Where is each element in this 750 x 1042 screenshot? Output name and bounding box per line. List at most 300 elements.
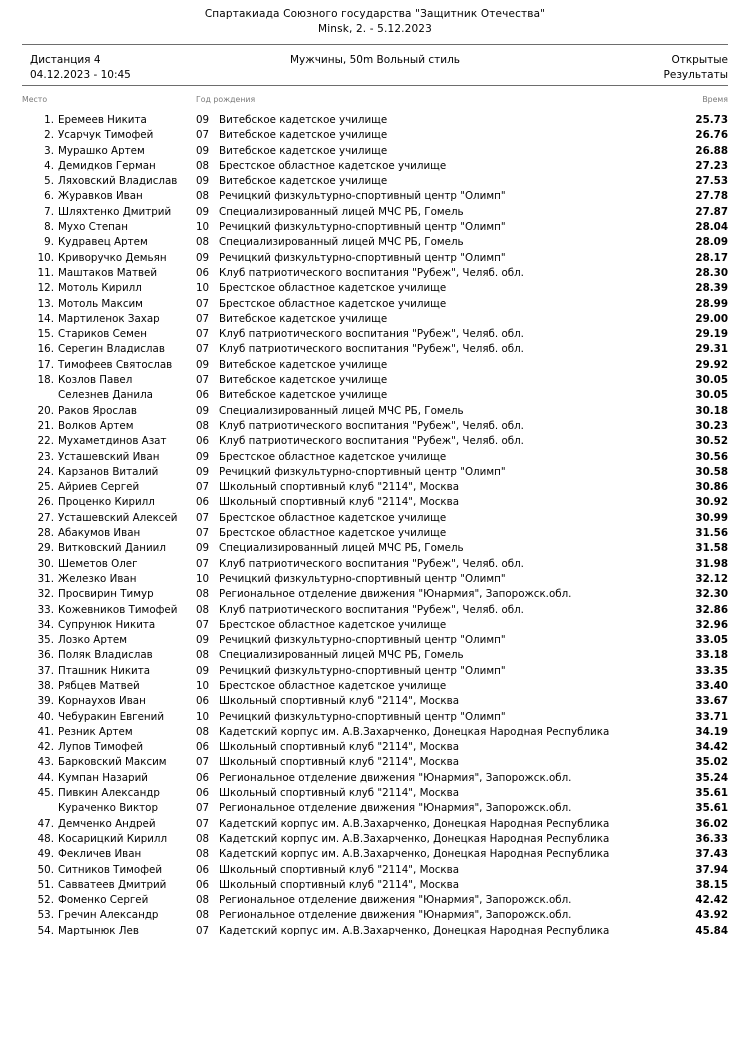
- result-club: Речицкий физкультурно-спортивный центр "Олимп": [219, 572, 506, 585]
- result-time: 28.09: [695, 236, 728, 249]
- result-time: 33.05: [695, 634, 728, 647]
- table-row: [22, 113, 728, 128]
- result-club: Школьный спортивный клуб "2114", Москва: [219, 863, 460, 876]
- result-club: Брестское областное кадетское училище: [219, 679, 447, 692]
- result-athlete-name: Волков Артем: [58, 419, 134, 432]
- result-birth-year: 09: [196, 542, 210, 555]
- result-club: Школьный спортивный клуб "2114", Москва: [219, 695, 460, 708]
- table-row: [22, 450, 728, 465]
- result-club: Школьный спортивный клуб "2114", Москва: [219, 496, 460, 509]
- result-athlete-name: Пташник Никита: [58, 664, 151, 677]
- result-time: 35.02: [695, 756, 728, 769]
- result-time: 32.86: [695, 603, 728, 616]
- result-rank: 6.: [44, 190, 54, 203]
- result-time: 27.53: [695, 175, 728, 188]
- result-time: 30.56: [695, 450, 728, 463]
- table-row: [22, 878, 728, 893]
- result-birth-year: 08: [196, 894, 210, 907]
- result-birth-year: 08: [196, 725, 210, 738]
- result-club: Витебское кадетское училище: [219, 358, 388, 371]
- column-header-year: Год рождения: [196, 95, 256, 104]
- result-athlete-name: Карзанов Виталий: [58, 465, 159, 478]
- result-rank: 25.: [37, 481, 54, 494]
- result-athlete-name: Резник Артем: [58, 725, 133, 738]
- result-athlete-name: Мотоль Кирилл: [58, 282, 142, 295]
- result-birth-year: 08: [196, 909, 210, 922]
- event-result-type: Результаты: [663, 68, 728, 81]
- result-birth-year: 06: [196, 741, 210, 754]
- result-birth-year: 06: [196, 266, 210, 279]
- result-birth-year: 07: [196, 297, 210, 310]
- result-club: Витебское кадетское училище: [219, 129, 388, 142]
- result-club: Витебское кадетское училище: [219, 389, 388, 402]
- document-title-block: [0, 0, 750, 37]
- result-rank: 17.: [37, 358, 54, 371]
- result-rank: 23.: [37, 450, 54, 463]
- table-row: [22, 924, 728, 939]
- result-birth-year: 10: [196, 572, 210, 585]
- result-club: Региональное отделение движения "Юнармия", Запорожск.обл.: [219, 802, 572, 815]
- result-time: 35.61: [695, 787, 728, 800]
- results-table: [22, 113, 728, 939]
- result-club: Специализированный лицей МЧС РБ, Гомель: [219, 205, 464, 218]
- result-club: Кадетский корпус им. А.В.Захарченко, Донецкая Народная Республика: [219, 924, 610, 937]
- result-athlete-name: Кумпан Назарий: [58, 771, 148, 784]
- result-birth-year: 07: [196, 312, 210, 325]
- result-time: 34.42: [695, 741, 728, 754]
- result-rank: 4.: [44, 159, 54, 172]
- result-birth-year: 08: [196, 603, 210, 616]
- result-club: Клуб патриотического воспитания "Рубеж", Челяб. обл.: [219, 266, 524, 279]
- table-row: [22, 557, 728, 572]
- result-club: Специализированный лицей МЧС РБ, Гомель: [219, 404, 464, 417]
- table-row: [22, 526, 728, 541]
- result-club: Речицкий физкультурно-спортивный центр "Олимп": [219, 190, 506, 203]
- table-row: [22, 893, 728, 908]
- result-rank: 9.: [44, 236, 54, 249]
- result-athlete-name: Мурашко Артем: [58, 144, 145, 157]
- result-club: Брестское областное кадетское училище: [219, 450, 447, 463]
- result-birth-year: 07: [196, 527, 210, 540]
- result-club: Брестское областное кадетское училище: [219, 618, 447, 631]
- result-birth-year: 09: [196, 144, 210, 157]
- result-club: Региональное отделение движения "Юнармия", Запорожск.обл.: [219, 909, 572, 922]
- result-athlete-name: Серегин Владислав: [58, 343, 165, 356]
- result-birth-year: 07: [196, 343, 210, 356]
- table-row: [22, 633, 728, 648]
- result-club: Клуб патриотического воспитания "Рубеж", Челяб. обл.: [219, 603, 524, 616]
- table-row: [22, 235, 728, 250]
- result-birth-year: 06: [196, 878, 210, 891]
- result-time: 33.71: [695, 710, 728, 723]
- result-athlete-name: Журавков Иван: [58, 190, 143, 203]
- result-rank: 50.: [37, 863, 54, 876]
- table-row: [22, 419, 728, 434]
- result-club: Кадетский корпус им. А.В.Захарченко, Донецкая Народная Республика: [219, 848, 610, 861]
- result-athlete-name: Шляхтенко Дмитрий: [58, 205, 172, 218]
- result-athlete-name: Усарчук Тимофей: [58, 129, 154, 142]
- result-athlete-name: Кожевников Тимофей: [58, 603, 178, 616]
- result-club: Клуб патриотического воспитания "Рубеж", Челяб. обл.: [219, 435, 524, 448]
- result-athlete-name: Ситников Тимофей: [58, 863, 163, 876]
- result-rank: 30.: [37, 557, 54, 570]
- result-athlete-name: Фоменко Сергей: [58, 894, 149, 907]
- result-birth-year: 09: [196, 634, 210, 647]
- table-row: [22, 388, 728, 403]
- table-row: [22, 603, 728, 618]
- table-row: [22, 648, 728, 663]
- result-club: Речицкий физкультурно-спортивный центр "Олимп": [219, 710, 506, 723]
- result-athlete-name: Мартынюк Лев: [58, 924, 139, 937]
- result-athlete-name: Кураченко Виктор: [58, 802, 159, 815]
- result-club: Школьный спортивный клуб "2114", Москва: [219, 481, 460, 494]
- result-rank: 28.: [37, 527, 54, 540]
- result-athlete-name: Рябцев Матвей: [58, 679, 140, 692]
- table-row: [22, 679, 728, 694]
- result-rank: 26.: [37, 496, 54, 509]
- result-birth-year: 07: [196, 924, 210, 937]
- result-rank: 40.: [37, 710, 54, 723]
- result-club: Витебское кадетское училище: [219, 175, 388, 188]
- result-birth-year: 06: [196, 863, 210, 876]
- table-row: [22, 755, 728, 770]
- event-right-block: [664, 53, 728, 82]
- result-club: Витебское кадетское училище: [219, 144, 388, 157]
- result-rank: 49.: [37, 848, 54, 861]
- result-time: 31.58: [695, 542, 728, 555]
- result-athlete-name: Усташевский Иван: [58, 450, 160, 463]
- result-time: 30.23: [695, 419, 728, 432]
- table-row: [22, 541, 728, 556]
- result-time: 30.05: [695, 389, 728, 402]
- result-rank: 41.: [37, 725, 54, 738]
- result-athlete-name: Савватеев Дмитрий: [58, 878, 167, 891]
- table-row: [22, 174, 728, 189]
- result-time: 36.33: [695, 832, 728, 845]
- result-birth-year: 07: [196, 557, 210, 570]
- result-athlete-name: Айриев Сергей: [58, 481, 140, 494]
- result-athlete-name: Корнаухов Иван: [58, 695, 146, 708]
- result-rank: 21.: [37, 419, 54, 432]
- event-datetime: 04.12.2023 - 10:45: [30, 68, 131, 81]
- result-time: 31.56: [695, 527, 728, 540]
- result-rank: 34.: [37, 618, 54, 631]
- table-row: [22, 740, 728, 755]
- table-row: [22, 342, 728, 357]
- result-athlete-name: Мотоль Максим: [58, 297, 143, 310]
- column-header-time: Время: [702, 95, 728, 104]
- result-athlete-name: Раков Ярослав: [58, 404, 137, 417]
- result-time: 25.73: [695, 114, 728, 126]
- result-time: 32.12: [695, 572, 728, 585]
- result-athlete-name: Поляк Владислав: [58, 649, 153, 662]
- result-rank: 11.: [37, 266, 54, 279]
- table-row: [22, 189, 728, 204]
- result-club: Кадетский корпус им. А.В.Захарченко, Донецкая Народная Республика: [219, 725, 610, 738]
- result-club: Клуб патриотического воспитания "Рубеж", Челяб. обл.: [219, 343, 524, 356]
- result-rank: 54.: [37, 924, 54, 937]
- result-club: Речицкий физкультурно-спортивный центр "Олимп": [219, 221, 506, 234]
- result-club: Школьный спортивный клуб "2114", Москва: [219, 756, 460, 769]
- table-row: [22, 297, 728, 312]
- result-time: 43.92: [695, 909, 728, 922]
- result-rank: 45.: [37, 787, 54, 800]
- result-time: 31.98: [695, 557, 728, 570]
- result-birth-year: 08: [196, 588, 210, 601]
- result-time: 34.19: [695, 725, 728, 738]
- result-birth-year: 07: [196, 802, 210, 815]
- result-rank: 47.: [37, 817, 54, 830]
- result-time: 29.31: [695, 343, 728, 356]
- event-name: Мужчины, 50m Вольный стиль: [290, 54, 460, 66]
- result-athlete-name: Селезнев Данила: [58, 389, 153, 402]
- result-time: 30.86: [695, 481, 728, 494]
- result-club: Брестское областное кадетское училище: [219, 297, 447, 310]
- result-club: Речицкий физкультурно-спортивный центр "Олимп": [219, 465, 506, 478]
- table-row: [22, 511, 728, 526]
- result-athlete-name: Супрунюк Никита: [58, 618, 156, 631]
- result-rank: 38.: [37, 679, 54, 692]
- result-club: Школьный спортивный клуб "2114", Москва: [219, 741, 460, 754]
- result-time: 37.43: [695, 848, 728, 861]
- table-row: [22, 710, 728, 725]
- result-athlete-name: Криворучко Демьян: [58, 251, 167, 264]
- result-birth-year: 08: [196, 159, 210, 172]
- result-athlete-name: Железко Иван: [58, 572, 137, 585]
- result-rank: 16.: [37, 343, 54, 356]
- result-rank: 42.: [37, 741, 54, 754]
- result-rank: 3.: [44, 144, 54, 157]
- result-time: 37.94: [695, 863, 728, 876]
- result-time: 29.92: [695, 358, 728, 371]
- result-club: Региональное отделение движения "Юнармия", Запорожск.обл.: [219, 588, 572, 601]
- result-rank: 39.: [37, 695, 54, 708]
- event-distance-label: Дистанция 4: [30, 54, 101, 66]
- result-athlete-name: Косарицкий Кирилл: [58, 832, 168, 845]
- result-birth-year: 07: [196, 129, 210, 142]
- result-time: 32.96: [695, 618, 728, 631]
- result-rank: 33.: [37, 603, 54, 616]
- result-birth-year: 06: [196, 771, 210, 784]
- result-birth-year: 09: [196, 664, 210, 677]
- result-athlete-name: Мартиленок Захар: [58, 312, 160, 325]
- result-birth-year: 09: [196, 205, 210, 218]
- result-club: Речицкий физкультурно-спортивный центр "Олимп": [219, 251, 506, 264]
- result-club: Специализированный лицей МЧС РБ, Гомель: [219, 649, 464, 662]
- table-row: [22, 465, 728, 480]
- table-row: [22, 817, 728, 832]
- result-birth-year: 06: [196, 787, 210, 800]
- result-birth-year: 07: [196, 481, 210, 494]
- result-birth-year: 06: [196, 435, 210, 448]
- table-row: [22, 572, 728, 587]
- result-time: 26.76: [695, 129, 728, 142]
- result-club: Школьный спортивный клуб "2114", Москва: [219, 787, 460, 800]
- result-birth-year: 07: [196, 756, 210, 769]
- result-birth-year: 09: [196, 450, 210, 463]
- result-time: 42.42: [695, 894, 728, 907]
- result-birth-year: 10: [196, 710, 210, 723]
- result-athlete-name: Кудравец Артем: [58, 236, 148, 249]
- result-club: Кадетский корпус им. А.В.Захарченко, Донецкая Народная Республика: [219, 817, 610, 830]
- result-time: 27.78: [695, 190, 728, 203]
- result-time: 27.87: [695, 205, 728, 218]
- result-rank: 1.: [44, 114, 54, 126]
- result-rank: 13.: [37, 297, 54, 310]
- result-rank: 5.: [44, 175, 54, 188]
- result-time: 29.19: [695, 328, 728, 341]
- result-rank: 7.: [44, 205, 54, 218]
- result-birth-year: 06: [196, 496, 210, 509]
- table-row: [22, 358, 728, 373]
- result-time: 35.61: [695, 802, 728, 815]
- table-row: [22, 725, 728, 740]
- result-club: Кадетский корпус им. А.В.Захарченко, Донецкая Народная Республика: [219, 832, 610, 845]
- result-athlete-name: Тимофеев Святослав: [58, 358, 173, 371]
- result-birth-year: 08: [196, 832, 210, 845]
- result-time: 27.23: [695, 159, 728, 172]
- table-row: [22, 694, 728, 709]
- result-club: Региональное отделение движения "Юнармия", Запорожск.обл.: [219, 894, 572, 907]
- result-birth-year: 09: [196, 358, 210, 371]
- table-row: [22, 771, 728, 786]
- result-rank: 37.: [37, 664, 54, 677]
- table-row: [22, 373, 728, 388]
- result-club: Брестское областное кадетское училище: [219, 527, 447, 540]
- result-club: Витебское кадетское училище: [219, 312, 388, 325]
- result-club: Витебское кадетское училище: [219, 374, 388, 387]
- event-category: Открытые: [671, 54, 728, 66]
- result-athlete-name: Лупов Тимофей: [58, 741, 144, 754]
- result-time: 33.67: [695, 695, 728, 708]
- result-birth-year: 06: [196, 695, 210, 708]
- result-rank: 12.: [37, 282, 54, 295]
- result-rank: 18.: [37, 374, 54, 387]
- result-rank: 15.: [37, 328, 54, 341]
- result-time: 30.18: [695, 404, 728, 417]
- result-athlete-name: Витковский Даниил: [58, 542, 166, 555]
- result-club: Речицкий физкультурно-спортивный центр "Олимп": [219, 664, 506, 677]
- table-row: [22, 327, 728, 342]
- result-birth-year: 09: [196, 114, 210, 126]
- result-time: 30.52: [695, 435, 728, 448]
- result-birth-year: 08: [196, 649, 210, 662]
- result-time: 29.00: [695, 312, 728, 325]
- result-time: 33.35: [695, 664, 728, 677]
- result-club: Речицкий физкультурно-спортивный центр "Олимп": [219, 634, 506, 647]
- table-row: [22, 251, 728, 266]
- table-row: [22, 587, 728, 602]
- result-birth-year: 08: [196, 848, 210, 861]
- result-time: 28.17: [695, 251, 728, 264]
- result-club: Специализированный лицей МЧС РБ, Гомель: [219, 236, 464, 249]
- meet-title: Спартакиада Союзного государства "Защитник Отечества": [204, 8, 546, 20]
- result-rank: 44.: [37, 771, 54, 784]
- result-club: Брестское областное кадетское училище: [219, 159, 447, 172]
- table-row: [22, 863, 728, 878]
- result-rank: 53.: [37, 909, 54, 922]
- table-row: [22, 220, 728, 235]
- result-athlete-name: Шеметов Олег: [58, 557, 138, 570]
- table-row: [22, 281, 728, 296]
- result-club: Брестское областное кадетское училище: [219, 511, 447, 524]
- result-birth-year: 09: [196, 175, 210, 188]
- result-time: 33.18: [695, 649, 728, 662]
- result-athlete-name: Гречин Александр: [58, 909, 159, 922]
- result-time: 30.58: [695, 465, 728, 478]
- result-time: 33.40: [695, 679, 728, 692]
- result-birth-year: 07: [196, 618, 210, 631]
- result-birth-year: 10: [196, 282, 210, 295]
- result-athlete-name: Демидков Герман: [58, 159, 156, 172]
- table-row: [22, 128, 728, 143]
- result-time: 38.15: [695, 878, 728, 891]
- result-rank: 31.: [37, 572, 54, 585]
- result-rank: 32.: [37, 588, 54, 601]
- result-rank: 43.: [37, 756, 54, 769]
- result-rank: 52.: [37, 894, 54, 907]
- result-birth-year: 07: [196, 511, 210, 524]
- result-club: Клуб патриотического воспитания "Рубеж", Челяб. обл.: [219, 419, 524, 432]
- event-header: [22, 45, 728, 85]
- result-time: 30.05: [695, 374, 728, 387]
- result-athlete-name: Проценко Кирилл: [58, 496, 155, 509]
- result-birth-year: 07: [196, 328, 210, 341]
- result-birth-year: 08: [196, 190, 210, 203]
- table-row: [22, 434, 728, 449]
- result-rank: 36.: [37, 649, 54, 662]
- result-athlete-name: Стариков Семен: [58, 328, 147, 341]
- table-row: [22, 664, 728, 679]
- table-row: [22, 847, 728, 862]
- result-athlete-name: Абакумов Иван: [58, 527, 141, 540]
- result-time: 26.88: [695, 144, 728, 157]
- result-athlete-name: Усташевский Алексей: [58, 511, 178, 524]
- result-club: Брестское областное кадетское училище: [219, 282, 447, 295]
- result-athlete-name: Ляховский Владислав: [58, 175, 178, 188]
- result-time: 28.99: [695, 297, 728, 310]
- table-row: [22, 786, 728, 801]
- result-club: Региональное отделение движения "Юнармия", Запорожск.обл.: [219, 771, 572, 784]
- result-birth-year: 08: [196, 236, 210, 249]
- result-birth-year: 07: [196, 374, 210, 387]
- result-birth-year: 09: [196, 465, 210, 478]
- result-rank: 35.: [37, 634, 54, 647]
- result-birth-year: 09: [196, 404, 210, 417]
- result-rank: 10.: [37, 251, 54, 264]
- table-row: [22, 266, 728, 281]
- result-rank: 8.: [44, 221, 54, 234]
- result-rank: 51.: [37, 878, 54, 891]
- result-athlete-name: Фекличев Иван: [58, 848, 142, 861]
- result-athlete-name: Мухаметдинов Азат: [58, 435, 167, 448]
- meet-place-dates: Minsk, 2. - 5.12.2023: [318, 23, 432, 35]
- result-birth-year: 06: [196, 389, 210, 402]
- result-time: 30.99: [695, 511, 728, 524]
- result-rank: 24.: [37, 465, 54, 478]
- result-club: Клуб патриотического воспитания "Рубеж", Челяб. обл.: [219, 557, 524, 570]
- result-club: Витебское кадетское училище: [219, 114, 388, 126]
- result-club: Клуб патриотического воспитания "Рубеж", Челяб. обл.: [219, 328, 524, 341]
- result-birth-year: 08: [196, 419, 210, 432]
- result-time: 35.24: [695, 771, 728, 784]
- result-birth-year: 09: [196, 251, 210, 264]
- result-rank: 22.: [37, 435, 54, 448]
- result-athlete-name: Маштаков Матвей: [58, 266, 158, 279]
- table-row: [22, 480, 728, 495]
- result-birth-year: 07: [196, 817, 210, 830]
- result-rank: 20.: [37, 404, 54, 417]
